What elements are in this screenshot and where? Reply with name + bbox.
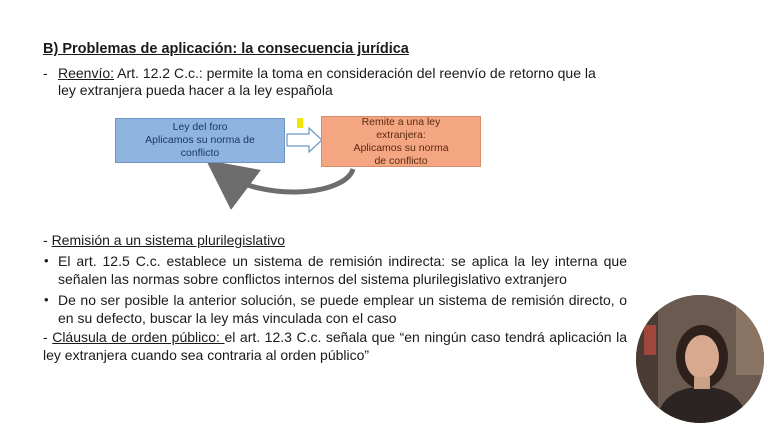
bullet-dot-2: • [44,292,49,307]
clausula-text: el art. 12.3 C.c. señala que “en ningún caso tendrá aplicación la ley extranjera cuando sea contraria al orden público” [43,329,627,363]
box-left-line-2: Aplicamos su norma de [145,134,255,146]
box-right-line-4: de conflicto [374,154,428,167]
reenvio-dash: - [43,65,48,81]
return-arrow-icon [222,169,353,192]
box-left-line-3: conflicto [180,147,220,159]
slide-title: B) Problemas de aplicación: la consecuencia jurídica [43,41,409,57]
reenvio-text-1: Art. 12.2 C.c.: permite la toma en consideración del reenvío de retorno que la [114,65,596,81]
box-right-line-3: Aplicamos su norma [353,141,449,154]
presenter-avatar-icon [636,295,764,423]
reenvio-text-2: ley extranjera pueda hacer a la ley española [58,82,333,98]
forward-arrow-icon [287,128,322,152]
remision-heading [43,231,285,249]
clausula-dash: - [43,329,53,345]
clausula-paragraph [43,328,627,364]
box-ley-del-foro [115,118,285,163]
presenter-webcam [636,295,764,423]
remision-label: Remisión a un sistema plurilegislativo [51,232,285,248]
clausula-label: Cláusula de orden público: [52,329,225,345]
remision-bullet-2: De no ser posible la anterior solución, se puede emplear un sistema de remisión directo, o en su defecto, buscar la ley más vinculada con el caso [58,292,627,326]
box-right-line-1: Remite a una ley [361,115,441,128]
bullet-dot-1: • [44,253,49,268]
highlight-marker [297,118,303,128]
box-ley-extranjera [321,116,481,167]
box-left-line-1: Ley del foro [172,121,228,133]
reenvio-label: Reenvío: [58,65,115,81]
box-right-line-2: extranjera: [376,128,426,141]
remision-bullet-1: El art. 12.5 C.c. establece un sistema de remisión indirecta: se aplica la ley interna que señalen las normas sobre conflictos internos del sistema plurilegislativo extranjero [58,253,627,287]
remision-dash: - [43,232,52,248]
